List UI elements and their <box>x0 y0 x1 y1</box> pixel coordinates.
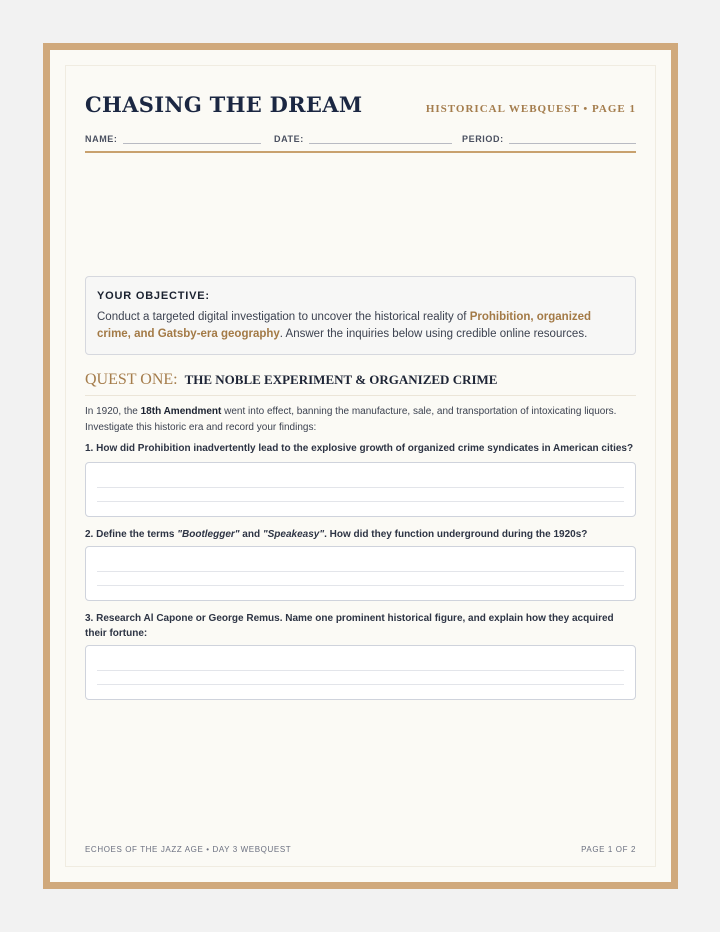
header <box>85 92 636 122</box>
period-field[interactable] <box>462 134 636 144</box>
answer-box-2[interactable] <box>85 546 636 601</box>
date-label: DATE: <box>274 134 304 144</box>
date-field[interactable] <box>274 134 462 144</box>
worksheet-content <box>85 92 636 639</box>
q2-text-a: 2. Define the terms <box>85 529 178 540</box>
quest-title: THE NOBLE EXPERIMENT & ORGANIZED CRIME <box>184 372 498 387</box>
date-line[interactable] <box>309 134 452 144</box>
answer-line <box>97 571 624 572</box>
intro-amendment: 18th Amendment <box>140 406 222 417</box>
period-line[interactable] <box>509 134 636 144</box>
footer-page-number: PAGE 1 OF 2 <box>581 845 636 854</box>
q2-term-speakeasy: "Speakeasy" <box>262 529 325 540</box>
answer-box-1[interactable] <box>85 462 636 517</box>
name-line[interactable] <box>123 134 261 144</box>
q2-term-bootlegger: "Bootlegger" <box>177 529 240 540</box>
page-subtitle: HISTORICAL WEBQUEST • PAGE 1 <box>425 103 636 115</box>
intro-text-start: In 1920, the <box>85 406 141 417</box>
quest-label: QUEST ONE: <box>85 371 178 388</box>
footer-left: ECHOES OF THE JAZZ AGE • DAY 3 WEBQUEST <box>85 845 292 854</box>
intro-text-end: went into effect, banning the manufacture, sale, and transportation of intoxicating liquors. Investigate this historic era and record your findings: <box>85 406 617 433</box>
answer-line <box>97 585 624 586</box>
worksheet-page <box>50 50 671 882</box>
answer-line <box>97 670 624 671</box>
answer-line <box>97 501 624 502</box>
name-field[interactable] <box>85 134 274 144</box>
quest-heading <box>85 371 636 396</box>
page-frame <box>43 43 678 889</box>
answer-line <box>97 684 624 685</box>
question-3: 3. Research Al Capone or George Remus. Name one prominent historical figure, and explain how they acquired their fortune: <box>85 613 614 639</box>
answer-line <box>97 487 624 488</box>
period-label: PERIOD: <box>462 134 504 144</box>
question-1: 1. How did Prohibition inadvertently lead to the explosive growth of organized crime syndicates in American cities? <box>85 443 634 454</box>
student-info-fields <box>85 129 636 144</box>
question-2 <box>85 527 636 542</box>
objective-heading: YOUR OBJECTIVE: <box>97 290 210 302</box>
q2-text-c: . How did they function underground during the 1920s? <box>324 529 588 540</box>
header-divider <box>85 151 636 153</box>
page-title: CHASING THE DREAM <box>85 92 363 117</box>
name-label: NAME: <box>85 134 118 144</box>
answer-box-3[interactable] <box>85 645 636 700</box>
objective-text <box>97 309 624 343</box>
quest-one-section <box>85 371 636 700</box>
q2-text-b: and <box>239 529 263 540</box>
quest-intro <box>85 404 636 435</box>
objective-text-end: . Answer the inquiries below using credible online resources. <box>279 328 588 340</box>
page-footer <box>85 845 636 854</box>
objective-highlight: Prohibition, organized crime, and Gatsby-era geography <box>97 311 592 340</box>
objective-box <box>85 276 636 355</box>
objective-text-start: Conduct a targeted digital investigation to uncover the historical reality of <box>97 311 470 323</box>
